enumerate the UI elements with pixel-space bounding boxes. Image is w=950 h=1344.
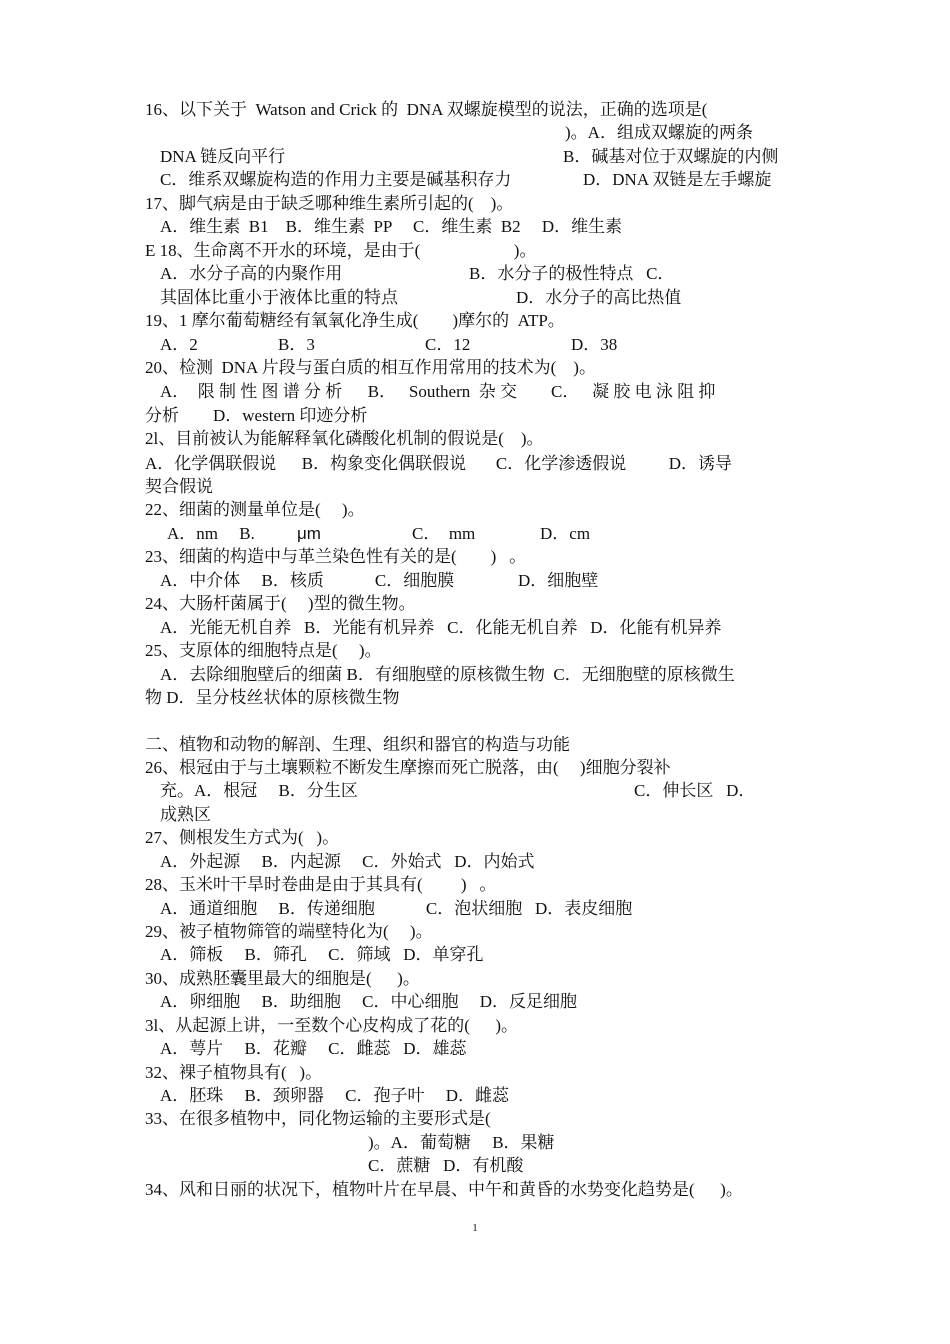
- question-22-option-b: μm: [297, 524, 321, 543]
- question-18-option-d: D．水分子的高比热值: [516, 288, 682, 307]
- question-26: 26、根冠由于与土壤颗粒不断发生摩擦而死亡脱落，由( )细胞分裂补: [145, 758, 671, 777]
- question-18-option-c: 其固体比重小于液体比重的特点: [160, 288, 398, 307]
- question-19-option-a: A．2: [160, 335, 198, 354]
- question-22: 22、细菌的测量单位是( )。: [145, 500, 365, 519]
- question-24-options: A．光能无机自养 B．光能有机异养 C．化能无机自养 D．化能有机异养: [160, 618, 722, 637]
- question-16-continued: )。A．组成双螺旋的两条: [565, 123, 753, 142]
- question-30: 30、成熟胚囊里最大的细胞是( )。: [145, 969, 420, 988]
- question-30-options: A．卵细胞 B．助细胞 C．中心细胞 D．反足细胞: [160, 992, 577, 1011]
- question-16-option-c: C．维系双螺旋构造的作用力主要是碱基积存力: [160, 170, 512, 189]
- question-26-option-c: C．伸长区 D．: [634, 781, 756, 800]
- question-16-option-d: D．DNA 双链是左手螺旋: [583, 170, 772, 189]
- question-34: 34、风和日丽的状况下，植物叶片在早晨、中午和黄昏的水势变化趋势是( )。: [145, 1180, 743, 1199]
- question-33-continued: )。A．葡萄糖 B．果糖: [368, 1133, 555, 1152]
- question-23: 23、细菌的构造中与革兰染色性有关的是( ) 。: [145, 547, 527, 566]
- question-16-option-a: DNA 链反向平行: [160, 147, 286, 166]
- question-18-option-a: A．水分子高的内聚作用: [160, 264, 343, 283]
- question-27: 27、侧根发生方式为( )。: [145, 828, 340, 847]
- question-25-options: A．去除细胞壁后的细菌 B．有细胞壁的原核微生物 C．无细胞壁的原核微生: [160, 665, 735, 684]
- question-20-options: A． 限 制 性 图 谱 分 析 B． Southern 杂 交 C． 凝 胶 电 泳 阻 抑: [160, 382, 716, 401]
- question-21-options-continued: 契合假说: [145, 477, 213, 496]
- question-18: E 18、生命离不开水的环境，是由于( )。: [145, 241, 537, 260]
- question-26-option-d: 成熟区: [160, 805, 211, 824]
- question-19-option-c: C．12: [425, 335, 471, 354]
- question-21-options: A．化学偶联假说 B．构象变化偶联假说 C．化学渗透假说 D．诱导: [145, 454, 732, 473]
- question-31-options: A．萼片 B．花瓣 C．雌蕊 D．雄蕊: [160, 1039, 467, 1058]
- question-25-options-continued: 物 D．呈分枝丝状体的原核微生物: [145, 688, 400, 707]
- question-20-options-continued: 分析 D．western 印迹分析: [145, 406, 368, 425]
- question-20: 20、检测 DNA 片段与蛋白质的相互作用常用的技术为( )。: [145, 358, 596, 377]
- question-23-options: A．中介体 B．核质 C．细胞膜 D．细胞壁: [160, 571, 599, 590]
- question-16: 16、以下关于 Watson and Crick 的 DNA 双螺旋模型的说法，正确的选项是(: [145, 100, 708, 119]
- question-19: 19、1 摩尔葡萄糖经有氧氧化净生成( )摩尔的 ATP。: [145, 311, 565, 330]
- question-29-options: A．筛板 B．筛孔 C．筛域 D．单穿孔: [160, 945, 484, 964]
- question-22-option-a: A．nm B.: [167, 524, 255, 543]
- question-26-continued: 充。A．根冠 B．分生区: [160, 781, 358, 800]
- question-21: 2l、目前被认为能解释氧化磷酸化机制的假说是( )。: [145, 429, 544, 448]
- question-29: 29、被子植物筛管的端壁特化为( )。: [145, 922, 433, 941]
- question-24: 24、大肠杆菌属于( )型的微生物。: [145, 594, 416, 613]
- question-31: 3l、从起源上讲，一至数个心皮构成了花的( )。: [145, 1016, 519, 1035]
- question-17-options: A．维生素 B1 B．维生素 PP C．维生素 B2 D．维生素: [160, 217, 623, 236]
- question-16-option-b: B．碱基对位于双螺旋的内侧: [563, 147, 779, 166]
- section-heading: 二、植物和动物的解剖、生理、组织和器官的构造与功能: [145, 735, 570, 754]
- question-19-option-b: B．3: [278, 335, 315, 354]
- question-33-options: C．蔗糖 D．有机酸: [368, 1156, 524, 1175]
- question-28-options: A．通道细胞 B．传递细胞 C．泡状细胞 D．表皮细胞: [160, 899, 633, 918]
- question-32: 32、裸子植物具有( )。: [145, 1063, 323, 1082]
- question-28: 28、玉米叶干旱时卷曲是由于其具有( ) 。: [145, 875, 497, 894]
- question-18-option-b: B．水分子的极性特点 C．: [469, 264, 675, 283]
- question-22-option-d: D．cm: [540, 524, 591, 543]
- page-number: 1: [472, 1222, 478, 1234]
- question-33: 33、在很多植物中，同化物运输的主要形式是(: [145, 1109, 491, 1128]
- question-25: 25、支原体的细胞特点是( )。: [145, 641, 382, 660]
- question-22-option-c: C． mm: [412, 524, 476, 543]
- question-27-options: A．外起源 B．内起源 C．外始式 D．内始式: [160, 852, 535, 871]
- question-32-options: A．胚珠 B．颈卵器 C．孢子叶 D．雌蕊: [160, 1086, 509, 1105]
- question-19-option-d: D．38: [571, 335, 618, 354]
- question-17: 17、脚气病是由于缺乏哪种维生素所引起的( )。: [145, 194, 514, 213]
